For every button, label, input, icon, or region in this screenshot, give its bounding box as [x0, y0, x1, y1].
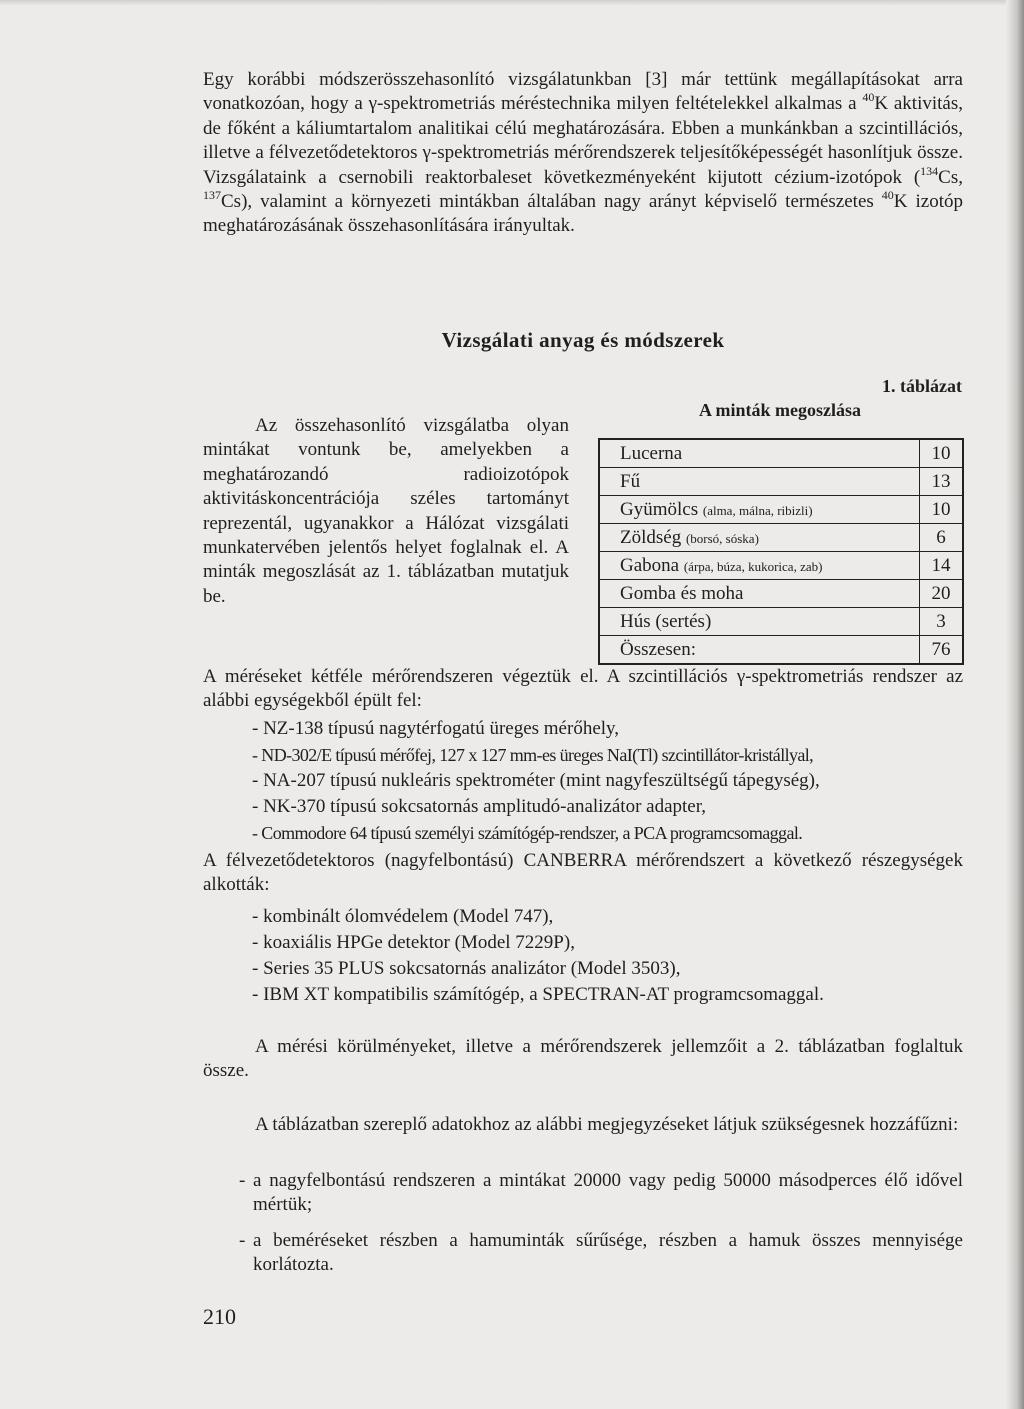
- list-item: - Series 35 PLUS sokcsatornás analizátor (Model 3503),: [252, 958, 681, 979]
- measurement-paragraph: A méréseket kétféle mérőrendszeren végeztük el. A szcintillációs γ-spektrometriás rendszer az alábbi egységekből épült fel:: [203, 666, 963, 712]
- list-item: - IBM XT kompatibilis számítógép, a SPECTRAN-AT programcsomaggal.: [252, 984, 824, 1005]
- table-cell-name: [600, 468, 920, 495]
- k40-mass-number-2: 40: [881, 188, 894, 203]
- table-cell-value: 20: [931, 583, 951, 604]
- table-row-total: [600, 636, 962, 663]
- note-dash: -: [239, 1230, 246, 1251]
- sample-paragraph-text: Az összehasonlító vizsgálatba olyan mintákat vontunk be, amelyekben a meghatározandó radioizotópok aktivitáskoncentrációja széles tartományt reprezentál, ugyanakkor a Hálózat vizsgálati munkatervében jelentős helyet foglalnak el. A minták megoszlását az 1. táblázatban mutatjuk be.: [203, 415, 569, 607]
- page-top-edge: [0, 0, 1024, 6]
- table-row: [600, 552, 962, 580]
- cs134-mass-number: 134: [920, 163, 939, 178]
- notes-intro-text: A táblázatban szereplő adatokhoz az alábbi megjegyzéseket látjuk szükségesnek hozzáfűzni:: [255, 1114, 959, 1135]
- row-note: (alma, málna, ribizli): [702, 503, 813, 518]
- list-item: - Commodore 64 típusú személyi számítógép-rendszer, a PCA programcsomaggal.: [252, 823, 803, 843]
- cs137-symbol: Cs), valamint a környezeti mintákban általában nagy arányt képviselő természetes: [221, 191, 882, 213]
- sample-paragraph: [203, 414, 569, 609]
- list-item: - NZ-138 típusú nagytérfogatú üreges mérőhely,: [252, 718, 620, 739]
- table-cell-value: 13: [931, 471, 951, 492]
- row-name: Zöldség: [620, 527, 686, 548]
- note-text: a nagyfelbontású rendszeren a mintákat 20000 vagy pedig 50000 másodperces élő idővel mértük;: [253, 1170, 963, 1215]
- list-item: - kombinált ólomvédelem (Model 747),: [252, 906, 554, 927]
- intro-text-1: Egy korábbi módszerösszehasonlító vizsgálatunkban [3] már tettünk megállapításokat arra vonatkozóan, hogy a γ-spektrometriás méréstechnika milyen feltételekkel alkalmas a: [203, 69, 963, 115]
- list-item: - NA-207 típusú nukleáris spektrométer (mint nagyfeszültségű tápegység),: [252, 770, 820, 791]
- table-cell-name: [600, 440, 920, 467]
- row-name: Gyümölcs: [620, 499, 703, 520]
- note-item: [239, 1169, 963, 1217]
- table-cell-value: 10: [931, 443, 951, 464]
- table-row: [600, 496, 962, 524]
- k40-symbol-2: K: [893, 191, 908, 213]
- table-cell-name: [600, 580, 920, 607]
- table-cell-value: 3: [936, 611, 946, 632]
- intro-text-3: izotóp meghatározásának összehasonlítására irányultak.: [203, 191, 963, 237]
- row-name: Hús (sertés): [620, 611, 712, 632]
- cs137-mass-number: 137: [203, 188, 221, 203]
- intro-text-2: aktivitás, de főként a káliumtartalom analitikai célú meghatározására. Ebben a munkánkban a szcintillációs, illetve a félvezetődetektoros γ-spektrometriás mérőrendszerek teljesítőképességét hasonlítjuk össze. Vizsgálataink a csernobili reaktorbaleset következményeként kijutott cézium-izotópok (: [203, 93, 963, 188]
- note-dash: -: [239, 1170, 246, 1191]
- intro-paragraph: [203, 68, 963, 239]
- table-cell-value: 76: [931, 639, 951, 660]
- table-cell-name: [600, 524, 920, 551]
- semiconductor-paragraph: A félvezetődetektoros (nagyfelbontású) CANBERRA mérőrendszert a következő részegységek alkották:: [203, 850, 963, 896]
- table-cell-value: 6: [936, 527, 946, 548]
- sample-distribution-table: [598, 438, 964, 665]
- note-text: a beméréseket részben a hamuminták sűrűsége, részben a hamuk összes mennyisége korlátozta.: [253, 1230, 963, 1275]
- section-heading: Vizsgálati anyag és módszerek: [441, 328, 725, 352]
- table-cell-name: [600, 636, 920, 663]
- row-name: Fű: [620, 471, 641, 492]
- semiconductor-system-list: [252, 904, 972, 1008]
- row-name: Lucerna: [620, 443, 683, 464]
- row-note: (borsó, sóska): [685, 531, 759, 546]
- table-row: [600, 440, 962, 468]
- table-row: [600, 468, 962, 496]
- table-cell-name: [600, 608, 920, 635]
- k40-symbol: K: [874, 93, 889, 115]
- row-note: (árpa, búza, kukorica, zab): [683, 559, 823, 574]
- table-row: [600, 608, 962, 636]
- table-cell-name: [600, 496, 920, 523]
- list-item: - NK-370 típusú sokcsatornás amplitudó-analizátor adapter,: [252, 796, 707, 817]
- conditions-paragraph: [203, 1035, 963, 1084]
- table-cell-value: 14: [931, 555, 951, 576]
- notes-intro-paragraph: [203, 1113, 963, 1137]
- table-row: [600, 524, 962, 552]
- k40-mass-number: 40: [862, 90, 875, 105]
- table-row: [600, 580, 962, 608]
- table-title: A minták megoszlása: [699, 400, 861, 420]
- table-cell-value: 10: [931, 499, 951, 520]
- row-name: Összesen:: [620, 639, 696, 660]
- list-item: - koaxiális HPGe detektor (Model 7229P),: [252, 932, 575, 953]
- row-name: Gomba és moha: [620, 583, 744, 604]
- cs134-symbol: Cs,: [938, 166, 963, 188]
- page-number: 210: [203, 1304, 236, 1329]
- row-name: Gabona: [620, 555, 684, 576]
- table-cell-name: [600, 552, 920, 579]
- table-number: 1. táblázat: [882, 376, 962, 396]
- scintillation-system-list: [252, 716, 972, 846]
- page-right-edge: [1006, 0, 1024, 1409]
- list-item: - ND-302/E típusú mérőfej, 127 x 127 mm-es üreges NaI(Tl) szcintillátor-kristállyal,: [252, 745, 814, 765]
- conditions-text: A mérési körülményeket, illetve a mérőrendszerek jellemzőit a 2. táblázatban foglaltuk össze.: [203, 1036, 963, 1082]
- note-item: [239, 1229, 963, 1277]
